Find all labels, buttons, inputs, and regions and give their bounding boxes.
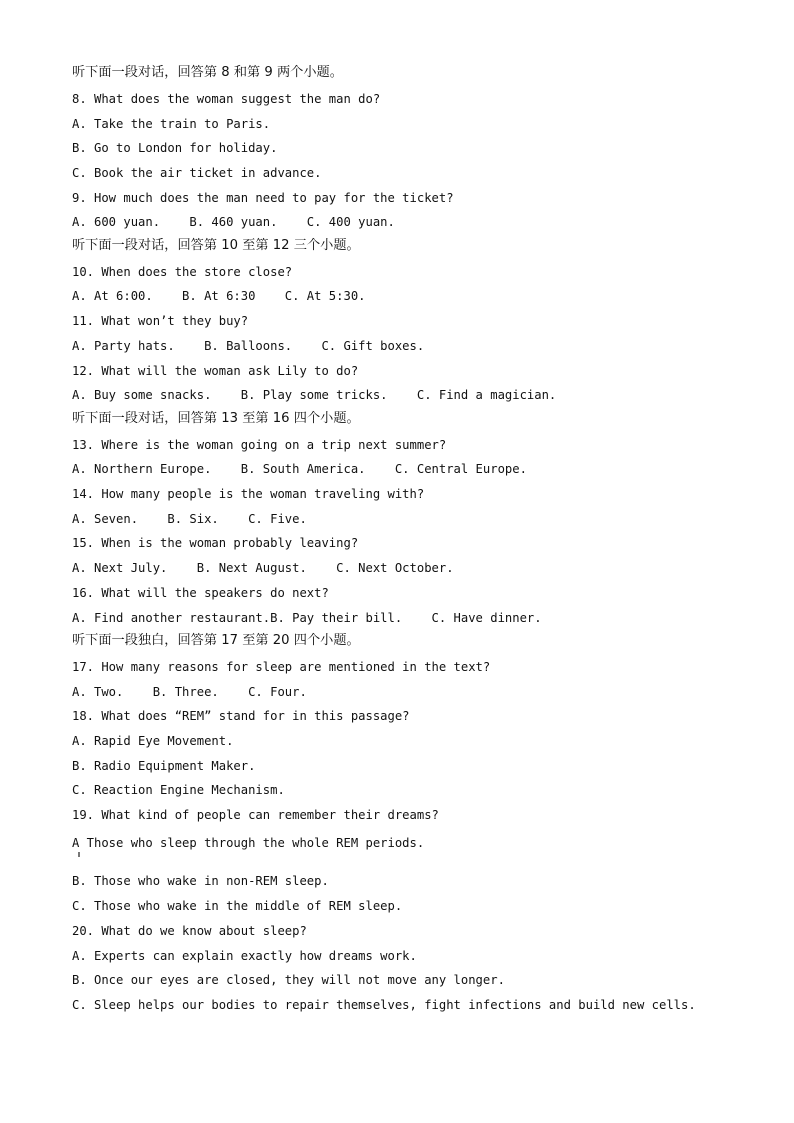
question-18: 18. What does “REM” stand for in this passage? [72,709,410,723]
option-line: A Those who sleep through the whole REM periods. [72,836,425,850]
stray-mark [78,852,80,857]
question-19: 19. What kind of people can remember their dreams? [72,808,439,822]
option-line: A. Buy some snacks. B. Play some tricks. C. Find a magician. [72,388,557,402]
question-17: 17. How many reasons for sleep are mentioned in the text? [72,660,491,674]
question-9: 9. How much does the man need to pay for the ticket? [72,191,454,205]
option-line: A. Party hats. B. Balloons. C. Gift boxes. [72,339,425,353]
option-line: A. Take the train to Paris. [72,117,271,131]
option-line: B. Those who wake in non-REM sleep. [72,874,329,888]
section-heading: 听下面一段对话，回答第 10 至第 12 三个小题。 [72,238,360,253]
option-line: A. At 6:00. B. At 6:30 C. At 5:30. [72,289,366,303]
option-line: B. Once our eyes are closed, they will not move any longer. [72,973,505,987]
option-line: A. Rapid Eye Movement. [72,734,234,748]
option-line: C. Sleep helps our bodies to repair themselves, fight infections and build new cells. [72,998,696,1012]
question-12: 12. What will the woman ask Lily to do? [72,364,359,378]
question-10: 10. When does the store close? [72,265,293,279]
option-line: C. Reaction Engine Mechanism. [72,783,285,797]
option-line: A. Two. B. Three. C. Four. [72,685,307,699]
section-heading: 听下面一段对话，回答第 13 至第 16 四个小题。 [72,411,360,426]
question-11: 11. What won’t they buy? [72,314,249,328]
option-line: C. Those who wake in the middle of REM sleep. [72,899,403,913]
option-line: A. Next July. B. Next August. C. Next October. [72,561,454,575]
question-15: 15. When is the woman probably leaving? [72,536,359,550]
question-16: 16. What will the speakers do next? [72,586,329,600]
option-line: A. Find another restaurant.B. Pay their bill. C. Have dinner. [72,611,542,625]
question-8: 8. What does the woman suggest the man do? [72,92,381,106]
section-heading: 听下面一段独白，回答第 17 至第 20 四个小题。 [72,633,360,648]
question-13: 13. Where is the woman going on a trip next summer? [72,438,447,452]
section-heading: 听下面一段对话，回答第 8 和第 9 两个小题。 [72,65,343,80]
option-line: A. Seven. B. Six. C. Five. [72,512,307,526]
option-line: A. Northern Europe. B. South America. C. Central Europe. [72,462,527,476]
option-line: B. Go to London for holiday. [72,141,278,155]
option-line: C. Book the air ticket in advance. [72,166,322,180]
option-line: B. Radio Equipment Maker. [72,759,256,773]
option-line: A. Experts can explain exactly how dreams work. [72,949,417,963]
option-line: A. 600 yuan. B. 460 yuan. C. 400 yuan. [72,215,395,229]
question-14: 14. How many people is the woman traveling with? [72,487,425,501]
question-20: 20. What do we know about sleep? [72,924,307,938]
